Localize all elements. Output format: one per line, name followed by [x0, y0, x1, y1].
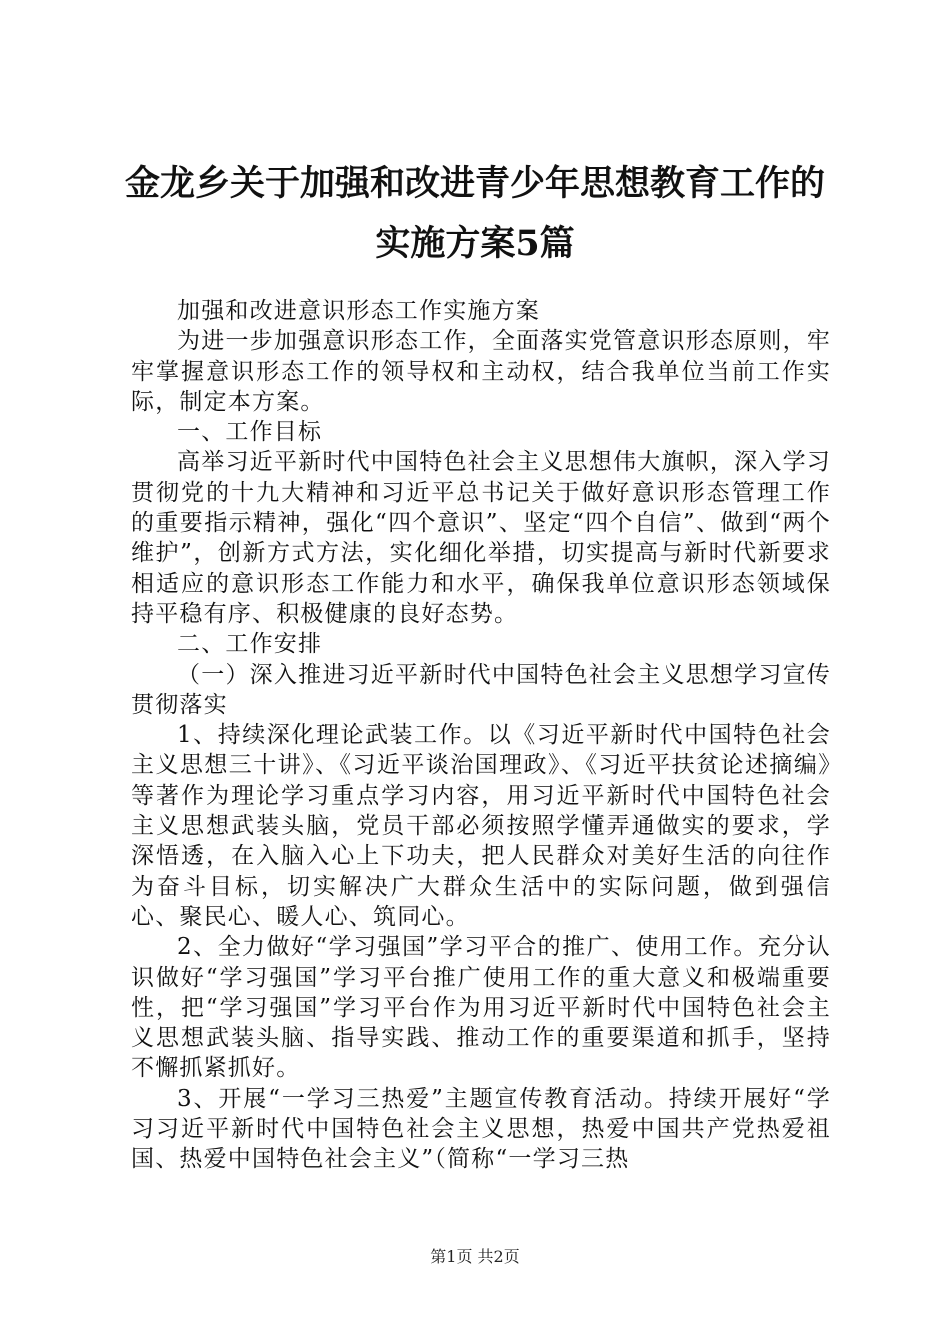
document-title-line-2: 实施方案5篇 — [375, 223, 575, 264]
body-paragraph: 为进一步加强意识形态工作，全面落实党管意识形态原则，牢牢掌握意识形态工作的领导权和主动权，结合我单位当前工作实际，制定本方案。 — [131, 328, 831, 415]
body-paragraph: 3、开展“一学习三热爱”主题宣传教育活动。持续开展好“学习习近平新时代中国特色社会主义思想，热爱中国共产党热爱祖国、热爱中国特色社会主义”（简称“一学习三热 — [131, 1085, 831, 1173]
section-heading: 一、工作目标 — [177, 419, 323, 446]
body-paragraph: 2、全力做好“学习强国”学习平合的推广、使用工作。充分认识做好“学习强国”学习平台推广使用工作的重大意义和极端重要性，把“学习强国”学习平台作为用习近平新时代中国特色社会主义思想武装头脑、指导实践、推动工作的重要渠道和抓手，坚持不懈抓紧抓好。 — [131, 934, 831, 1082]
body-paragraph: 1、持续深化理论武装工作。以《习近平新时代中国特色社会主义思想三十讲》、《习近平谈治国理政》、《习近平扶贫论述摘编》等著作为理论学习重点学习内容，用习近平新时代中国特色社会主义思想武装头脑，党员干部必须按照学懂弄通做实的要求，学深悟透，在入脑入心上下功夫，把人民群众对美好生活的向往作为奋斗目标，切实解决广大群众生活中的实际问题，做到强信心、聚民心、暖人心、筑同心。 — [131, 722, 831, 930]
subsection-heading: （一）深入推进习近平新时代中国特色社会主义思想学习宣传贯彻落实 — [131, 661, 831, 718]
document-body — [131, 296, 831, 1175]
body-paragraph: 高举习近平新时代中国特色社会主义思想伟大旗帜，深入学习贯彻党的十九大精神和习近平总书记关于做好意识形态管理工作的重要指示精神，强化“四个意识”、坚定“四个自信”、做到“两个维护”，创新方式方法，实化细化举措，切实提高与新时代新要求相适应的意识形态工作能力和水平，确保我单位意识形态领域保持平稳有序、积极健康的良好态势。 — [131, 449, 831, 627]
page-number-footer: 第1页 共2页 — [430, 1247, 520, 1266]
section-heading: 二、工作安排 — [177, 631, 323, 658]
section-heading-plan: 加强和改进意识形态工作实施方案 — [177, 298, 540, 324]
document-title-line-1: 金龙乡关于加强和改进青少年思想教育工作的 — [124, 163, 825, 204]
